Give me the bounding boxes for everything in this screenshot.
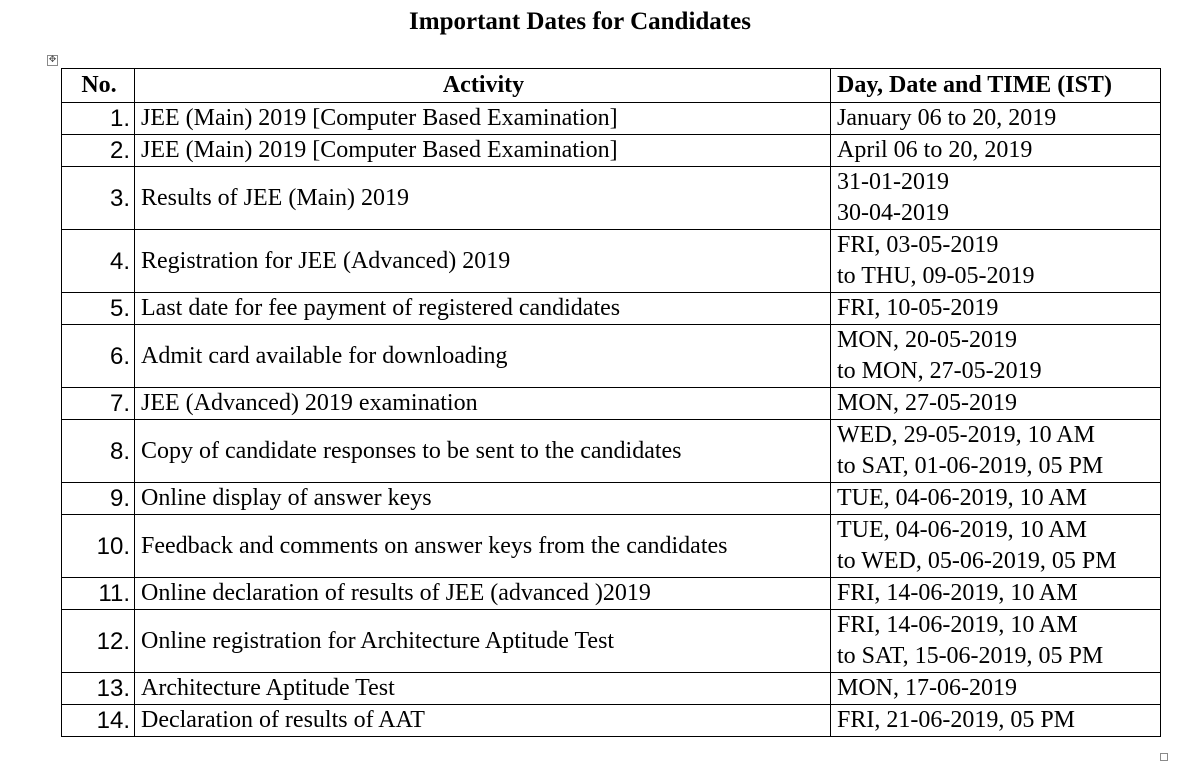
row-date-line: MON, 20-05-2019 [837, 327, 1017, 353]
row-activity: Architecture Aptitude Test [135, 673, 831, 705]
row-number: 13. [62, 673, 135, 705]
row-activity: JEE (Main) 2019 [Computer Based Examination] [135, 135, 831, 167]
row-date [831, 325, 1161, 388]
row-date [831, 167, 1161, 230]
row-activity: JEE (Advanced) 2019 examination [135, 388, 831, 420]
row-date-line: to MON, 27-05-2019 [837, 358, 1042, 384]
row-activity: Admit card available for downloading [135, 325, 831, 388]
table-row [62, 230, 1161, 293]
row-activity: Results of JEE (Main) 2019 [135, 167, 831, 230]
row-activity: Online registration for Architecture Aptitude Test [135, 610, 831, 673]
row-date [831, 610, 1161, 673]
row-date-line: MON, 27-05-2019 [837, 390, 1017, 416]
header-date: Day, Date and TIME (IST) [831, 69, 1161, 103]
row-date-line: MON, 17-06-2019 [837, 675, 1017, 701]
table-row [62, 293, 1161, 325]
row-date-line: to SAT, 01-06-2019, 05 PM [837, 453, 1104, 479]
row-activity: Registration for JEE (Advanced) 2019 [135, 230, 831, 293]
row-date [831, 103, 1161, 135]
row-number: 11. [62, 578, 135, 610]
row-date-line: to THU, 09-05-2019 [837, 263, 1035, 289]
row-number: 1. [62, 103, 135, 135]
row-date-line: FRI, 14-06-2019, 10 AM [837, 612, 1078, 638]
row-date [831, 293, 1161, 325]
row-date-line: FRI, 14-06-2019, 10 AM [837, 580, 1078, 606]
row-activity: Online display of answer keys [135, 483, 831, 515]
row-date-line: to WED, 05-06-2019, 05 PM [837, 548, 1117, 574]
row-date-line: TUE, 04-06-2019, 10 AM [837, 517, 1087, 543]
row-date-line: FRI, 03-05-2019 [837, 232, 999, 258]
row-number: 14. [62, 705, 135, 737]
row-date-line: 31-01-2019 [837, 169, 949, 195]
row-activity: Feedback and comments on answer keys from the candidates [135, 515, 831, 578]
table-header-row [62, 69, 1161, 103]
row-number: 9. [62, 483, 135, 515]
row-date-line: January 06 to 20, 2019 [837, 105, 1057, 131]
table-row [62, 705, 1161, 737]
row-number: 6. [62, 325, 135, 388]
page-title: Important Dates for Candidates [409, 8, 751, 35]
table-row [62, 610, 1161, 673]
table-resize-handle-icon[interactable] [1160, 753, 1168, 761]
table-move-handle-icon[interactable]: ✥ [48, 55, 57, 65]
row-date-line: 30-04-2019 [837, 200, 949, 226]
row-number: 10. [62, 515, 135, 578]
table-row [62, 103, 1161, 135]
row-date [831, 388, 1161, 420]
row-date-line: FRI, 10-05-2019 [837, 295, 999, 321]
table-row [62, 515, 1161, 578]
table-row [62, 325, 1161, 388]
header-activity: Activity [135, 69, 831, 103]
table-row [62, 673, 1161, 705]
row-date-line: April 06 to 20, 2019 [837, 137, 1033, 163]
row-number: 4. [62, 230, 135, 293]
row-number: 3. [62, 167, 135, 230]
row-date [831, 515, 1161, 578]
table-row [62, 420, 1161, 483]
row-date-line: to SAT, 15-06-2019, 05 PM [837, 643, 1104, 669]
row-date [831, 673, 1161, 705]
row-date [831, 705, 1161, 737]
row-date [831, 578, 1161, 610]
row-activity: JEE (Main) 2019 [Computer Based Examination] [135, 103, 831, 135]
row-activity: Online declaration of results of JEE (advanced )2019 [135, 578, 831, 610]
row-number: 12. [62, 610, 135, 673]
table-row [62, 483, 1161, 515]
row-date [831, 230, 1161, 293]
table-row [62, 167, 1161, 230]
row-date [831, 420, 1161, 483]
row-number: 7. [62, 388, 135, 420]
row-date [831, 483, 1161, 515]
table-row [62, 388, 1161, 420]
header-no: No. [62, 69, 135, 103]
row-date-line: WED, 29-05-2019, 10 AM [837, 422, 1095, 448]
row-activity: Copy of candidate responses to be sent to the candidates [135, 420, 831, 483]
row-number: 2. [62, 135, 135, 167]
row-date-line: TUE, 04-06-2019, 10 AM [837, 485, 1087, 511]
table-row [62, 578, 1161, 610]
important-dates-table [61, 68, 1161, 737]
row-activity: Last date for fee payment of registered candidates [135, 293, 831, 325]
row-date-line: FRI, 21-06-2019, 05 PM [837, 707, 1076, 733]
table-row [62, 135, 1161, 167]
row-number: 8. [62, 420, 135, 483]
row-number: 5. [62, 293, 135, 325]
row-date [831, 135, 1161, 167]
row-activity: Declaration of results of AAT [135, 705, 831, 737]
